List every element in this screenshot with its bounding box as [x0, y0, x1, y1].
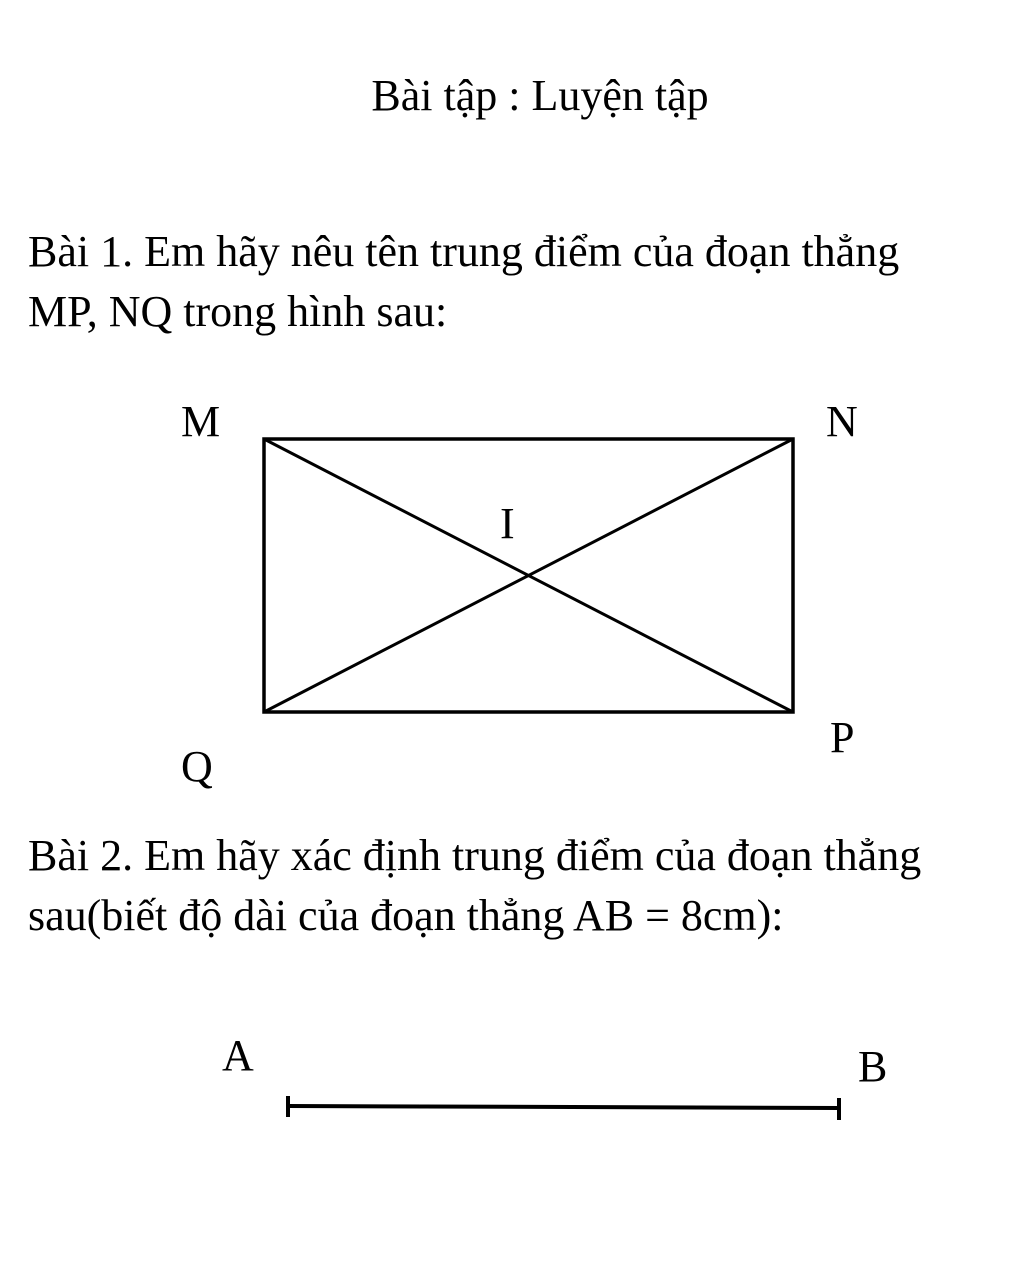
exercise-2-line-2: sau(biết độ dài của đoạn thẳng AB = 8cm):	[28, 891, 784, 940]
vertex-label-q: Q	[181, 742, 213, 791]
exercise-2-line-1: Bài 2. Em hãy xác định trung điểm của đoạn thẳng	[28, 831, 922, 880]
center-label-i: I	[500, 499, 515, 548]
vertex-label-m: M	[181, 397, 221, 446]
exercise-1-line-2: MP, NQ trong hình sau:	[28, 287, 448, 336]
point-label-b: B	[858, 1042, 888, 1091]
page-title: Bài tập : Luyện tập	[371, 71, 709, 120]
rectangle-figure	[181, 397, 858, 791]
segment-figure	[222, 1031, 887, 1120]
vertex-label-n: N	[826, 397, 858, 446]
vertex-label-p: P	[830, 713, 855, 762]
segment-ab	[288, 1106, 839, 1108]
point-label-a: A	[222, 1031, 254, 1080]
exercise-1-line-1: Bài 1. Em hãy nêu tên trung điểm của đoạn thẳng	[28, 227, 900, 276]
